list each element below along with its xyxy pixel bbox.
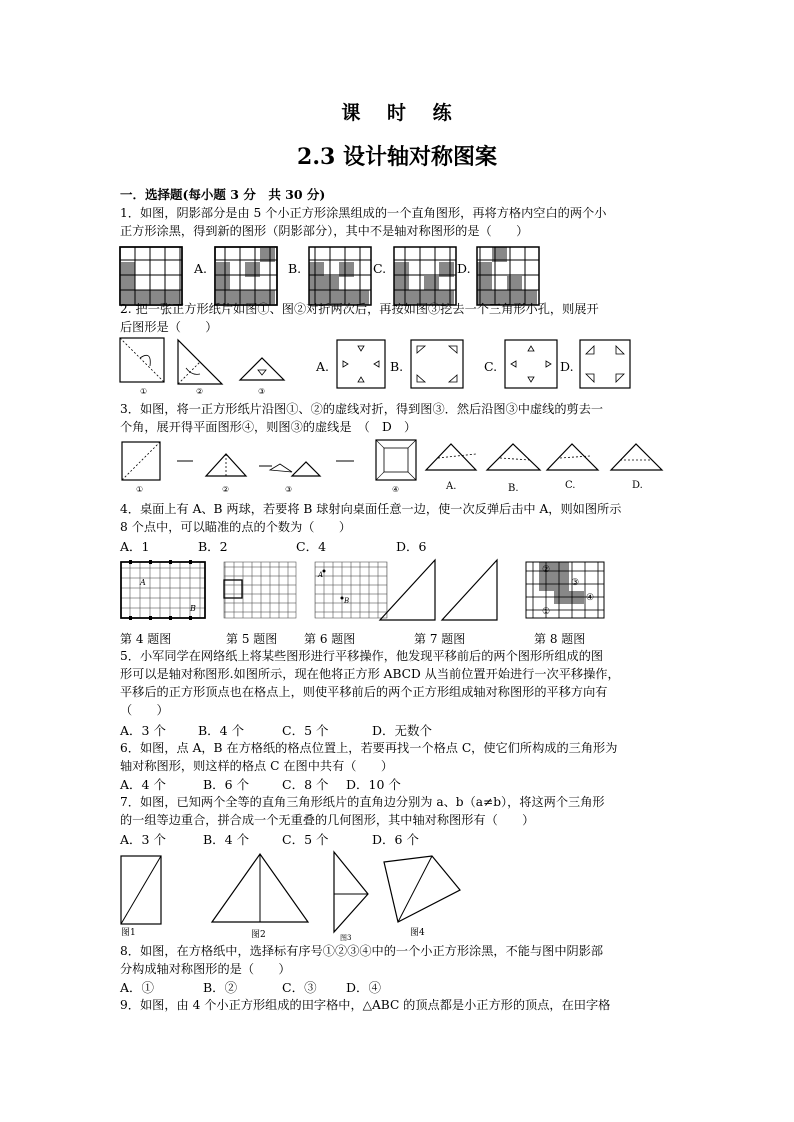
q6-grid [315,562,387,618]
q3-option-a: A. [446,481,457,492]
q4-ball-a-label: A [140,578,146,587]
q4-ball-b-label: B [190,604,196,613]
q2-option-a: A. [316,359,330,374]
q6-choice-d: D．10 个 [346,777,401,792]
q6-point-a-label: A [318,571,324,579]
q2-option-b: B. [390,359,404,374]
q3-line2: 个角，展开得平面图形④，则图③的虚线是 （ D ） [120,420,417,434]
q3-option-c: C. [565,480,576,491]
q7-line1: 7．如图，已知两个全等的直角三角形纸片的直角边分别为 a、b（a≠b），将这两个三角形 [120,795,605,809]
q3-option-d-figure [611,444,662,470]
q1-option-d-grid [477,247,539,305]
q2-fig-label-1: ① [140,387,148,396]
q1-line1: 1．如图，阴影部分是由 5 个小正方形涂黑组成的一个直角图形，再将方格内空白的两个小 [120,206,607,220]
q3-fig-label-2: ② [222,485,230,494]
q3-option-d: D. [632,480,643,491]
q2-option-c: C. [484,359,498,374]
q4-choice-d: D．6 [396,539,427,554]
q3-line1: 3．如图，将一正方形纸片沿图①、②的虚线对折，得到图③．然后沿图③中虚线的剪去一 [120,402,604,416]
q1-option-a: A. [194,261,208,276]
q7-choice-c: C．5 个 [282,832,329,847]
q6-choice-b: B．6 个 [203,777,250,792]
q3-fig-label-3: ③ [285,485,293,494]
q5-choice-d: D．无数个 [372,723,433,738]
caption-q8: 第 8 题图 [534,632,586,646]
q2-option-d: D. [560,359,574,374]
q4-line2: 8 个点中，可以瞄准的点的个数为（ ） [120,520,352,534]
q7-figures [0,850,794,940]
q8-label-4: ④ [586,593,595,603]
q8-line2: 分构成轴对称图形的是（ ） [120,962,291,976]
q6-choice-a: A．4 个 [120,777,166,792]
q5-line3: 平移后的正方形顶点也在格点上，则使平移前后的两个正方形组成轴对称图形的平移方向有 [120,685,608,699]
q9-line1: 9．如图，由 4 个小正方形组成的田字格中，△ABC 的顶点都是小正方形的顶点，在田字格 [120,998,611,1012]
q8-choice-d: D．④ [346,980,382,995]
q3-option-b: B. [508,483,519,494]
q5-line4: （ ） [120,703,169,717]
caption-q6: 第 6 题图 [304,632,356,646]
q4-choice-b: B．2 [198,539,228,554]
q7-choice-b: B．4 个 [203,832,250,847]
q1-option-b-grid [309,247,371,305]
q8-choice-c: C．③ [282,980,317,995]
q1-option-c-grid [394,247,456,305]
q7-fig1-label: 图1 [121,928,136,938]
q1-option-a-grid [215,247,277,305]
q2-line2: 后图形是（ ） [120,320,218,334]
q7-fig1 [121,856,161,924]
page-title: 课 时 练 [341,102,453,124]
q7-fig4 [384,856,460,922]
q5-grid [224,562,296,618]
q5-choice-c: C．5 个 [282,723,329,738]
q6-line1: 6．如图，点 A，B 在方格纸的格点位置上，若要再找一个格点 C，使它们所构成的三角形为 [120,741,618,755]
q3-fig-label-1: ① [136,485,144,494]
q2-option-c-figure [505,340,557,388]
q7-triangles [380,560,497,620]
q3-figures [0,436,794,496]
q1-option-c: C. [373,261,387,276]
q2-fig-label-2: ② [196,387,204,396]
page-subtitle: 2.3 设计轴对称图案 [297,144,497,170]
q3-option-a-figure [426,444,476,470]
q6-line2: 轴对称图形，则这样的格点 C 在图中共有（ ） [120,759,394,773]
q2-option-b-figure [411,340,463,388]
q6-choice-c: C．8 个 [282,777,329,792]
q8-label-2: ② [542,565,551,575]
q2-line1: 2. 把一张正方形纸片如图①、图②对折两次后，再按如图③挖去一个三角形小孔，则展开 [120,302,599,316]
caption-q7: 第 7 题图 [414,632,466,646]
q7-fig4-label: 图4 [410,928,425,938]
q2-option-d-figure [580,340,630,388]
q5-choice-b: B．4 个 [198,723,245,738]
q2-fig-label-3: ③ [258,387,266,396]
q3-option-b-figure [487,444,540,470]
q3-fig-label-4: ④ [392,485,400,494]
section-heading: 一．选择题(每小题 3 分 共 30 分) [120,187,326,202]
q1-option-b: B. [288,261,302,276]
q8-line1: 8．如图，在方格纸中，选择标有序号①②③④中的一个小正方形涂黑，不能与图中阴影部 [120,944,604,958]
q6-point-b-label: B [344,597,350,605]
q4-table-grid [121,560,205,620]
q4-choice-a: A．1 [120,539,150,554]
q4-line1: 4．桌面上有 A、B 两球，若要将 B 球射向桌面任意一边，使一次反弹后击中 A，则如图所示 [120,502,622,516]
q7-fig2-label: 图2 [251,930,266,940]
q2-option-a-figure [337,340,385,388]
q7-choice-d: D．6 个 [372,832,419,847]
q5-line1: 5．小军同学在网络纸上将某些图形进行平移操作，他发现平移前后的两个图形所组成的图 [120,649,604,663]
q7-fig3 [334,852,368,932]
q1-line2: 正方形涂黑，得到新的图形（阴影部分），其中不是轴对称图形的是（ ） [120,224,529,238]
caption-q5: 第 5 题图 [226,632,278,646]
q5-line2: 形可以是轴对称图形.如图所示，现在他将正方形 ABCD 从当前位置开始进行一次平移操作， [120,667,620,681]
q8-grid [526,562,604,618]
q1-original-grid [120,247,182,305]
q8-label-1: ① [542,607,551,617]
q8-label-3: ③ [571,578,580,588]
q7-line2: 的一组等边重合，拼合成一个无重叠的几何图形，其中轴对称图形有（ ） [120,813,535,827]
caption-q4: 第 4 题图 [120,632,172,646]
q4-choice-c: C．4 [296,539,327,554]
q8-choice-a: A．① [120,980,155,995]
q7-choice-a: A．3 个 [120,832,166,847]
q3-option-c-figure [547,444,598,470]
q8-choice-b: B．② [203,980,238,995]
q4-to-q8-figures [0,558,794,628]
q7-fig2 [212,854,308,922]
q1-option-d: D. [457,261,471,276]
q7-fig3-label: 图3 [340,934,352,942]
q5-choice-a: A．3 个 [120,723,166,738]
